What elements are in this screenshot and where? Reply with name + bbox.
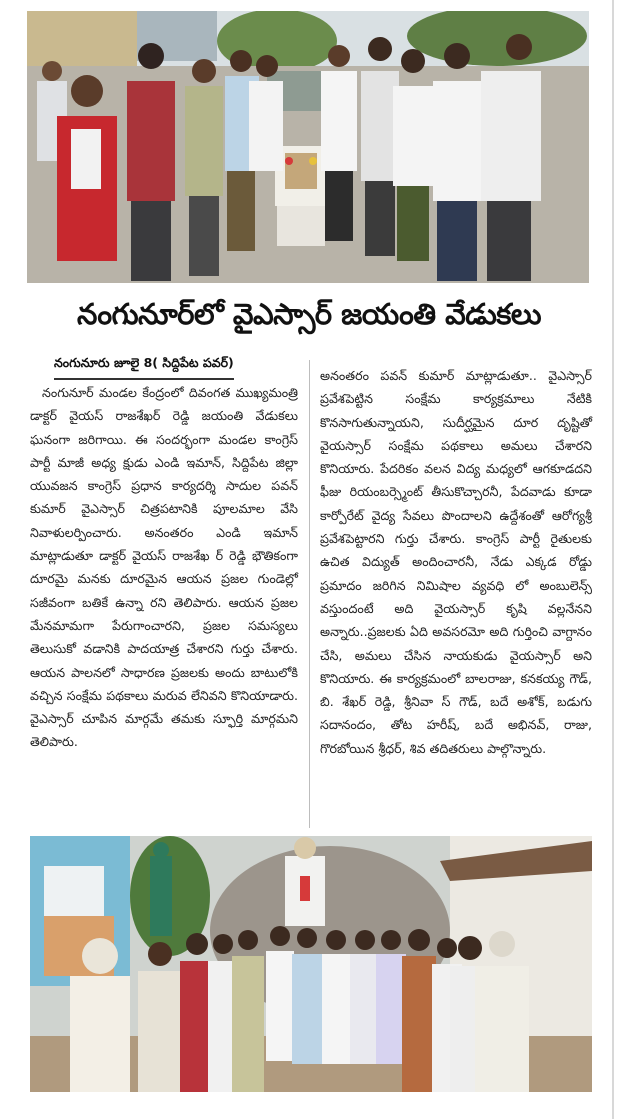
article-left-column [30, 381, 298, 754]
top-photo-illustration [27, 11, 589, 283]
right-column-text: అనంతరం పవన్ కుమార్ మాట్లాడుతూ.. వైఎస్సార్ ప్రవేశపెట్టిన సంక్షేమ కార్యక్రమాలు నేటికి కొనసాగుతున్నాయని, సుదీర్ఘమైన దూర దృష్టితో వైయస్సార్ సంక్షేమ పథకాలు అమలు చేశారని కొనియారు. పేదరికం వలన విద్య మధ్యలో ఆగకూడదని ఫీజు రియంబర్స్మెంట్ తీసుకొచ్చారనీ, పేదవాడు కూడా కార్పోరేట్ వైద్య సేవలు పొందాలని ఉద్దేశంతో ఆరోగ్యశ్రీ ప్రవేశపెట్టారని గుర్తు చేశారు. కాంగ్రెస్ పార్టీ రైతులకు ఉచిత విద్యుత్ అందించారనీ, నేడు ఎక్కడ రోడ్డు ప్రమాదం జరిగిన నిమిషాల వ్యవధి లో అంబులెన్స్ వస్తుందంటే అది వైయస్సార్ కృషి వల్లనేనని అన్నారు..ప్రజలకు ఏది అవసరమో అది గుర్తించి వాగ్దానం చేసి, అమలు చేసిన నాయకుడు వైయస్సార్ అని కొనియారు. ఈ కార్యక్రమంలో బాలరాజు, కనకయ్య గౌడ్, బి. శేఖర్ రెడ్డి, శ్రీనివా స్ గౌడ్, బదే అశోక్, బడుగు సదానందం, తోట హరీష్, బదే అభినవ్, రాజు, గొరబోయిన శ్రీధర్, శివ తదితరులు పాల్గొన్నారు. [320, 368, 592, 756]
top-photo-ysr-tribute-group [27, 11, 589, 283]
page-edge-rule [612, 0, 614, 1119]
headline: నంగునూర్‌లో వైఎస్సార్ జయంతి వేడుకలు [77, 297, 541, 331]
dateline: నంగునూరు జూలై 8( సిద్దిపేట పవర్) [54, 355, 234, 380]
article-right-column [320, 364, 592, 760]
column-divider [309, 360, 310, 828]
left-column-text: నంగునూర్ మండల కేంద్రంలో దివంగత ముఖ్యమంత్రి డాక్టర్ వైయస్ రాజశేఖర్ రెడ్డి జయంతి వేడుకలు ఘనంగా జరిగాయి. ఈ సందర్భంగా మండల కాంగ్రెస్ పార్టీ మాజీ అధ్య క్షుడు ఎండి ఇమాన్, సిద్దిపేట జిల్లా యువజన కాంగ్రెస్ ప్రధాన కార్యదర్శి సాదుల పవన్ కుమార్ వైఎస్సార్ చిత్రపటానికి పూలమాల వేసి నివాళులర్పించారు. అనంతరం ఎండి ఇమాన్ మాట్లాడుతూ డాక్టర్ వైయస్ రాజశేఖ ర్ రెడ్డి భౌతికంగా దూరమై మనకు దూరమైన ఆయన ప్రజల గుండెల్లో సజీవంగా బతికే ఉన్నా రని తెలిపారు. ఆయన ప్రజల మేనమామగా పేరుగాంచారని, ప్రజల సమస్యలు తెలుసుకో వడానికి పాదయాత్ర చేశారని గుర్తు చేశారు. ఆయన పాలనలో సాధారణ ప్రజలకు అందు బాటులోకి వచ్చిన సంక్షేమ పథకాలు మరువ లేనివని కొనియాడారు. వైఎస్సార్ చూపిన మార్గమే తమకు స్ఫూర్తి మార్గమని తెలిపారు. [30, 385, 298, 750]
bottom-photo-illustration [30, 836, 592, 1092]
bottom-photo-statue-group [30, 836, 592, 1092]
